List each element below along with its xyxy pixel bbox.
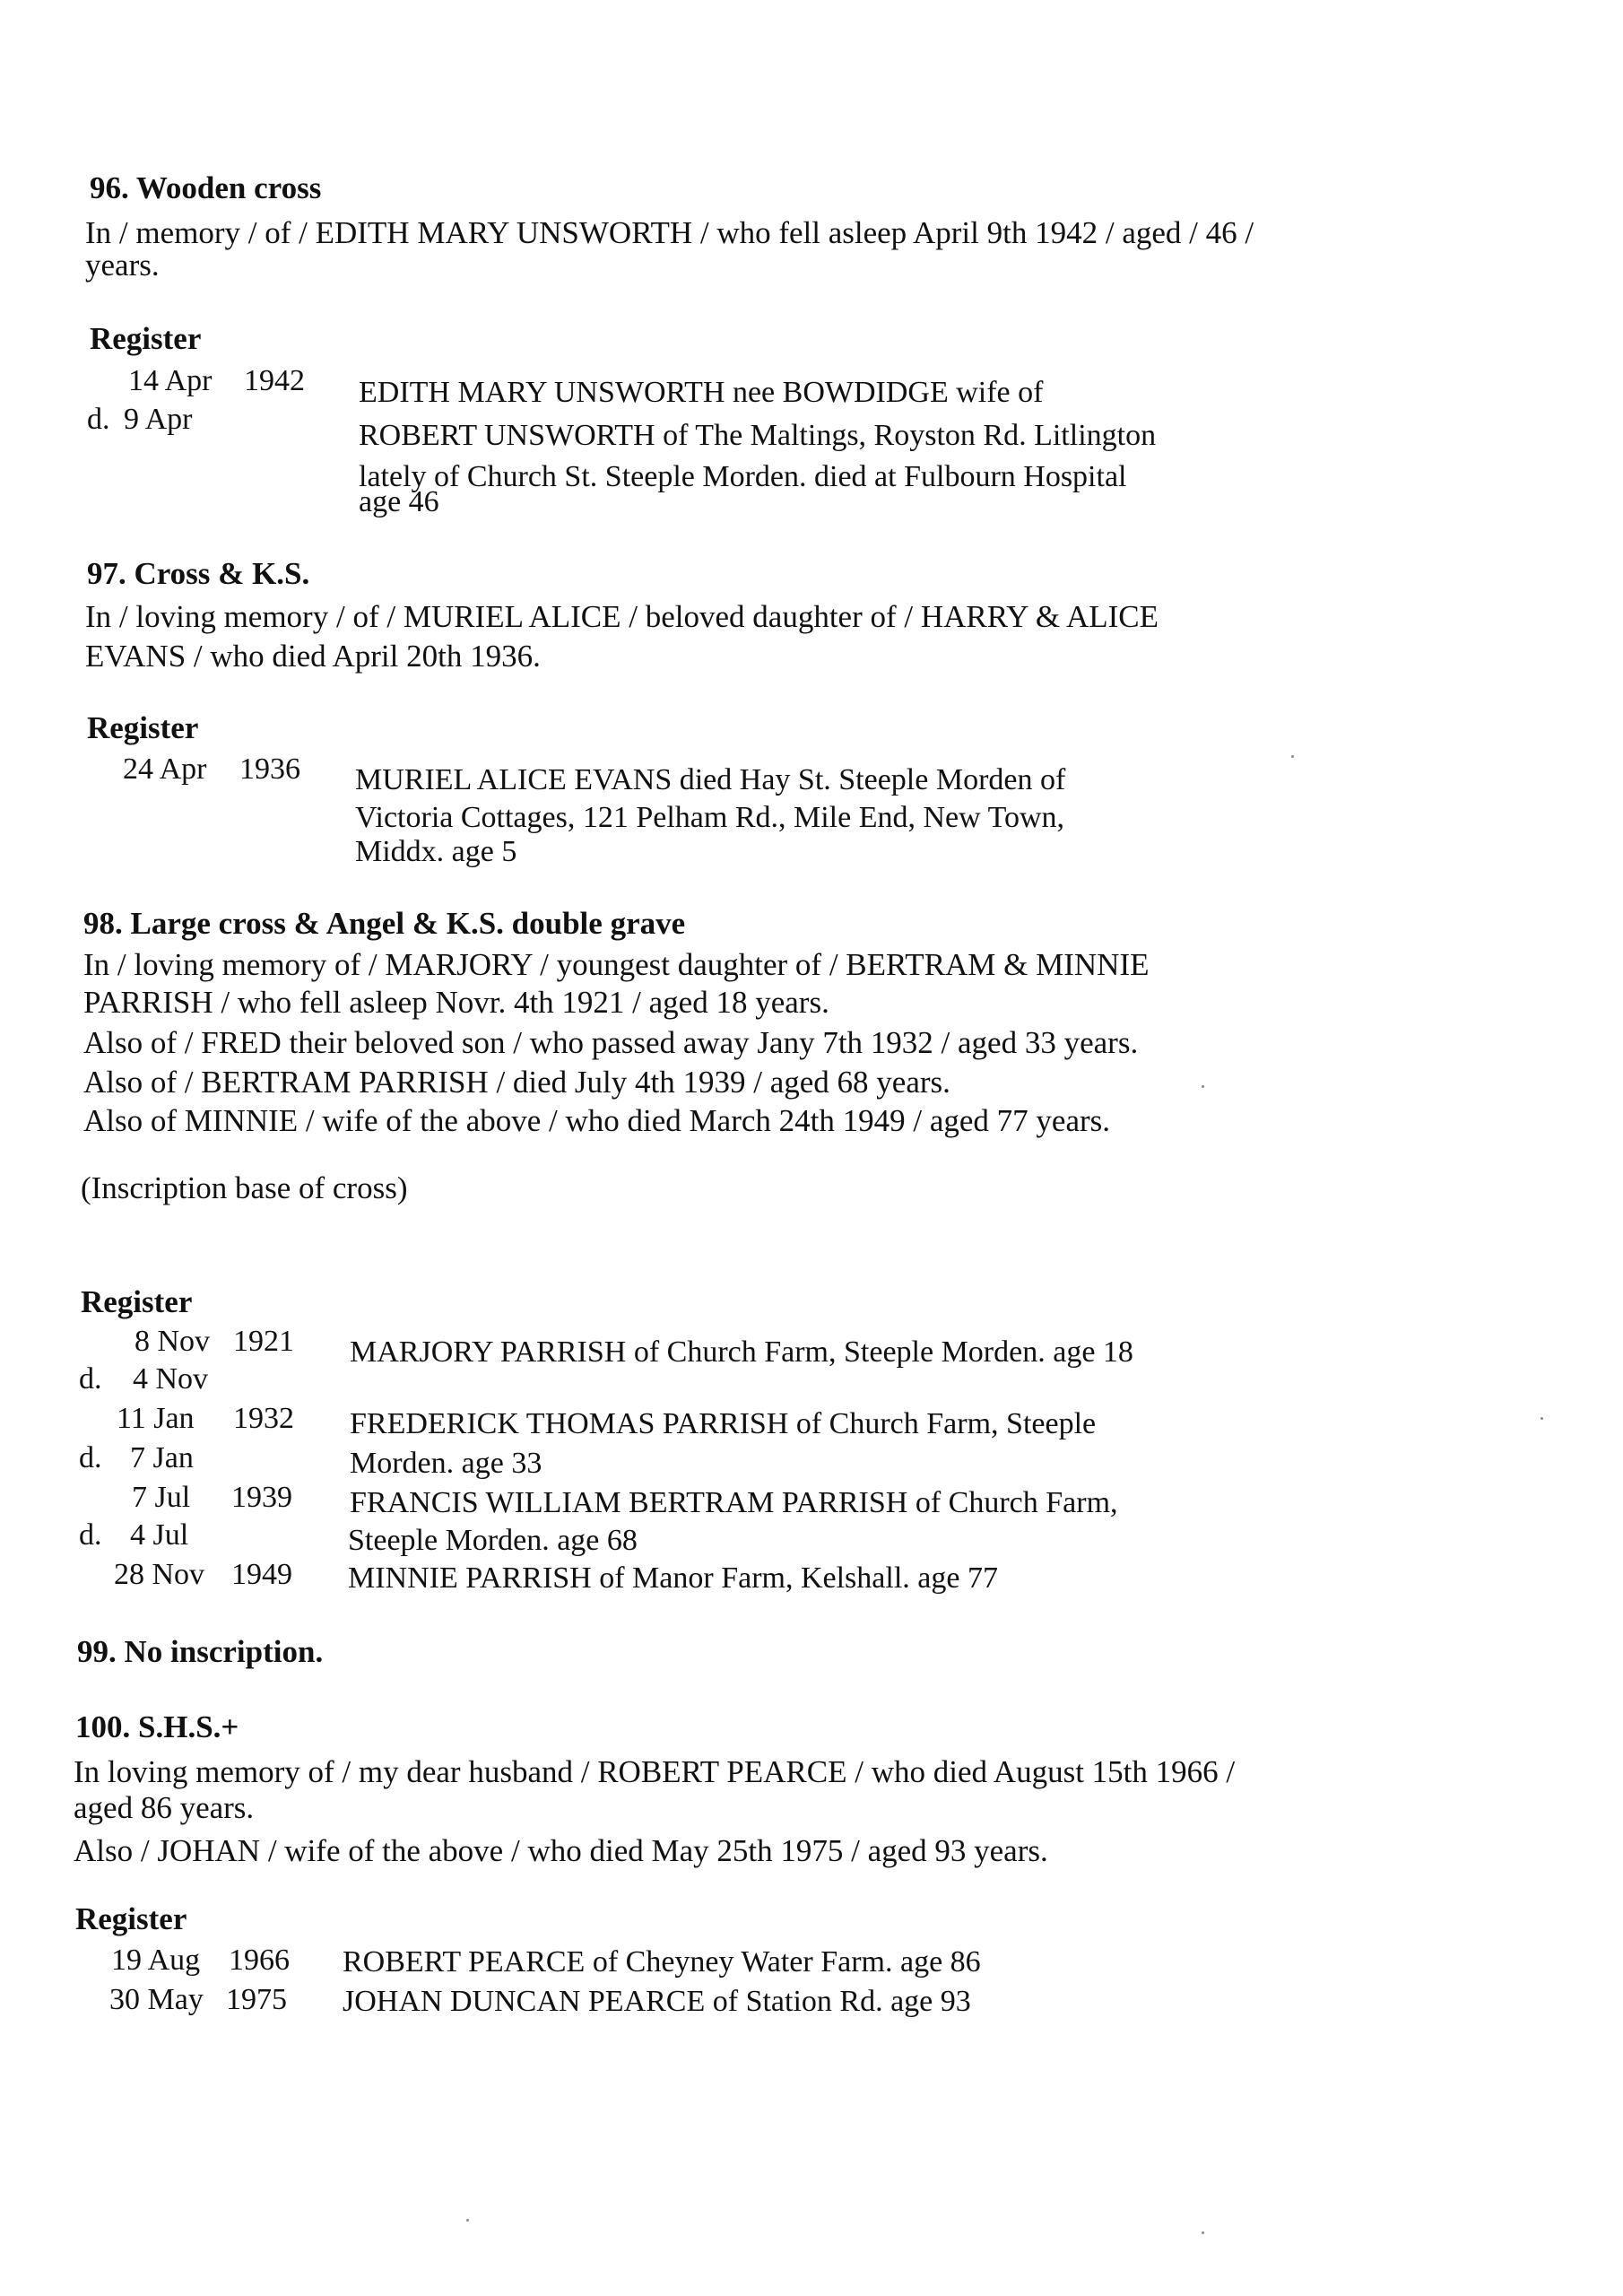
- scan-speck: [466, 2219, 469, 2222]
- register-date: 19 Aug: [111, 1944, 201, 1977]
- register-text: age 46: [359, 485, 439, 518]
- entry-98-register-label: Register: [81, 1284, 193, 1319]
- register-date: 24 Apr: [123, 752, 207, 786]
- register-prefix: d.: [79, 1518, 102, 1552]
- entry-97-inscription-line: EVANS / who died April 20th 1936.: [85, 639, 541, 674]
- register-text: MINNIE PARRISH of Manor Farm, Kelshall. age 77: [348, 1561, 998, 1595]
- entry-98-note: (Inscription base of cross): [81, 1170, 408, 1205]
- entry-98-inscription-line: Also of / FRED their beloved son / who passed away Jany 7th 1932 / aged 33 years.: [83, 1025, 1139, 1060]
- register-date: 7 Jan: [130, 1441, 194, 1474]
- register-year: 1942: [244, 364, 305, 397]
- scan-speck: [1541, 1417, 1543, 1420]
- scan-speck: [1202, 1085, 1204, 1088]
- entry-100-register-label: Register: [75, 1901, 187, 1936]
- entry-98-inscription-line: Also of MINNIE / wife of the above / who died March 24th 1949 / aged 77 years.: [83, 1103, 1111, 1138]
- entry-97-heading: 97. Cross & K.S.: [87, 556, 310, 591]
- register-date: 4 Nov: [133, 1362, 209, 1396]
- register-date: 11 Jan: [117, 1402, 195, 1435]
- entry-100-inscription-line: aged 86 years.: [74, 1790, 255, 1825]
- register-prefix: d.: [79, 1441, 102, 1474]
- entry-97-inscription-line: In / loving memory / of / MURIEL ALICE / beloved daughter of / HARRY & ALICE: [85, 599, 1159, 634]
- register-text: Steeple Morden. age 68: [348, 1524, 638, 1557]
- register-year: 1966: [229, 1944, 290, 1977]
- register-year: 1932: [233, 1402, 294, 1435]
- register-text: ROBERT PEARCE of Cheyney Water Farm. age 86: [343, 1945, 981, 1979]
- register-text: JOHAN DUNCAN PEARCE of Station Rd. age 93: [343, 1985, 971, 2018]
- entry-96-register-label: Register: [90, 321, 202, 356]
- register-date: 4 Jul: [130, 1518, 189, 1552]
- register-text: lately of Church St. Steeple Morden. died at Fulbourn Hospital: [359, 460, 1127, 493]
- register-text: Victoria Cottages, 121 Pelham Rd., Mile End, New Town,: [355, 801, 1065, 834]
- entry-96-inscription-line: In / memory / of / EDITH MARY UNSWORTH / who fell asleep April 9th 1942 / aged / 46 /: [85, 215, 1254, 250]
- entry-98-heading: 98. Large cross & Angel & K.S. double grave: [83, 906, 686, 941]
- register-text: ROBERT UNSWORTH of The Maltings, Royston Rd. Litlington: [359, 419, 1157, 452]
- register-date: 14 Apr: [128, 364, 213, 397]
- entry-98-inscription-line: Also of / BERTRAM PARRISH / died July 4th 1939 / aged 68 years.: [83, 1065, 950, 1100]
- scan-speck: [1291, 755, 1294, 758]
- register-text: Morden. age 33: [350, 1447, 542, 1480]
- entry-97-register-label: Register: [87, 710, 199, 745]
- register-year: 1939: [231, 1481, 292, 1514]
- register-text: MARJORY PARRISH of Church Farm, Steeple Morden. age 18: [350, 1335, 1133, 1369]
- register-date: 7 Jul: [132, 1481, 191, 1514]
- register-year: 1921: [233, 1325, 294, 1358]
- entry-98-inscription-line: In / loving memory of / MARJORY / youngest daughter of / BERTRAM & MINNIE: [83, 947, 1150, 982]
- register-text: FRANCIS WILLIAM BERTRAM PARRISH of Church Farm,: [350, 1486, 1118, 1519]
- entry-100-heading: 100. S.H.S.+: [75, 1709, 239, 1744]
- register-prefix: d.: [79, 1362, 102, 1396]
- scan-speck: [1202, 2231, 1204, 2234]
- register-date: 8 Nov: [135, 1325, 211, 1358]
- entry-100-inscription-line: Also / JOHAN / wife of the above / who died May 25th 1975 / aged 93 years.: [74, 1833, 1048, 1868]
- entry-100-inscription-line: In loving memory of / my dear husband / ROBERT PEARCE / who died August 15th 1966 /: [74, 1754, 1236, 1789]
- register-text: FREDERICK THOMAS PARRISH of Church Farm, Steeple: [350, 1407, 1097, 1440]
- register-date: 28 Nov: [114, 1558, 205, 1591]
- register-year: 1949: [231, 1558, 292, 1591]
- register-date: 30 May: [109, 1983, 204, 2016]
- entry-98-inscription-line: PARRISH / who fell asleep Novr. 4th 1921 / aged 18 years.: [83, 985, 829, 1020]
- register-text: MURIEL ALICE EVANS died Hay St. Steeple Morden of: [355, 763, 1066, 796]
- register-year: 1975: [226, 1983, 287, 2016]
- entry-96-inscription-line: years.: [85, 248, 160, 283]
- register-year: 1936: [239, 752, 300, 786]
- entry-96-heading: 96. Wooden cross: [90, 170, 322, 205]
- entry-99-heading: 99. No inscription.: [77, 1634, 324, 1669]
- register-date: 9 Apr: [124, 403, 193, 436]
- register-prefix: d.: [87, 403, 110, 436]
- register-text: Middx. age 5: [355, 835, 517, 868]
- register-text: EDITH MARY UNSWORTH nee BOWDIDGE wife of: [359, 376, 1044, 409]
